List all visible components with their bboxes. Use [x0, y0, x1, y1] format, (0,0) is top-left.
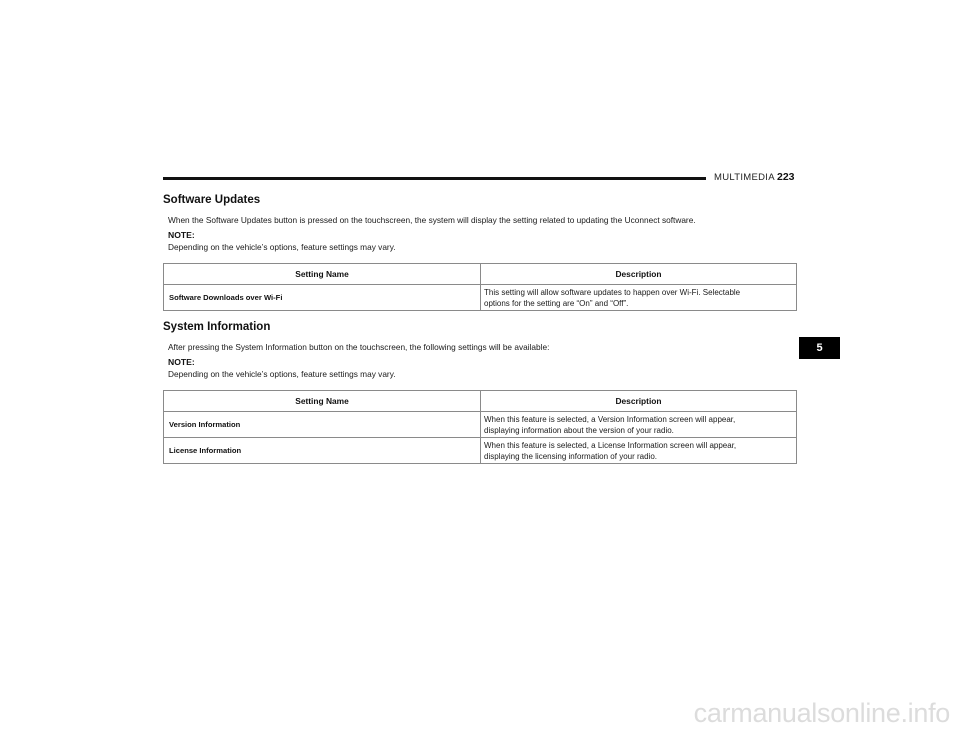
page-number: 223: [777, 171, 795, 183]
setting-description-cell: [481, 438, 797, 464]
system-information-note-text: Depending on the vehicle’s options, feature settings may vary.: [168, 369, 396, 379]
description-line: When this feature is selected, a Version Information screen will appear,: [484, 414, 736, 424]
table-row: [164, 438, 797, 464]
column-header-setting-name: Setting Name: [164, 391, 481, 412]
software-updates-intro: When the Software Updates button is pressed on the touchscreen, the system will display the setting related to updating the Uconnect software.: [168, 215, 696, 225]
setting-name-cell: Software Downloads over Wi-Fi: [164, 285, 481, 311]
system-information-intro: After pressing the System Information button on the touchscreen, the following settings will be available:: [168, 342, 550, 352]
column-header-setting-name: Setting Name: [164, 264, 481, 285]
software-updates-note-text: Depending on the vehicle’s options, feature settings may vary.: [168, 242, 396, 252]
description-line: options for the setting are “On” and “Off”.: [484, 298, 629, 308]
table-header-row: [164, 264, 797, 285]
software-updates-heading: Software Updates: [163, 194, 261, 206]
setting-name-cell: License Information: [164, 438, 481, 464]
table-row: [164, 412, 797, 438]
software-updates-note-label: NOTE:: [168, 230, 195, 240]
system-information-note-label: NOTE:: [168, 357, 195, 367]
table-row: [164, 285, 797, 311]
description-line: When this feature is selected, a License Information screen will appear,: [484, 440, 737, 450]
system-information-heading: System Information: [163, 321, 271, 333]
description-line: displaying information about the version of your radio.: [484, 425, 674, 435]
description-line: This setting will allow software updates to happen over Wi-Fi. Selectable: [484, 287, 741, 297]
header-rule: [163, 177, 706, 180]
column-header-description: Description: [481, 264, 797, 285]
table-header-row: [164, 391, 797, 412]
section-label: MULTIMEDIA: [714, 172, 775, 183]
setting-name-cell: Version Information: [164, 412, 481, 438]
column-header-description: Description: [481, 391, 797, 412]
system-information-table: [163, 390, 797, 464]
watermark: carmanualsonline.info: [693, 698, 950, 728]
description-line: displaying the licensing information of your radio.: [484, 451, 657, 461]
setting-description-cell: [481, 285, 797, 311]
setting-description-cell: [481, 412, 797, 438]
chapter-tab: 5: [799, 337, 840, 359]
software-updates-table: [163, 263, 797, 311]
